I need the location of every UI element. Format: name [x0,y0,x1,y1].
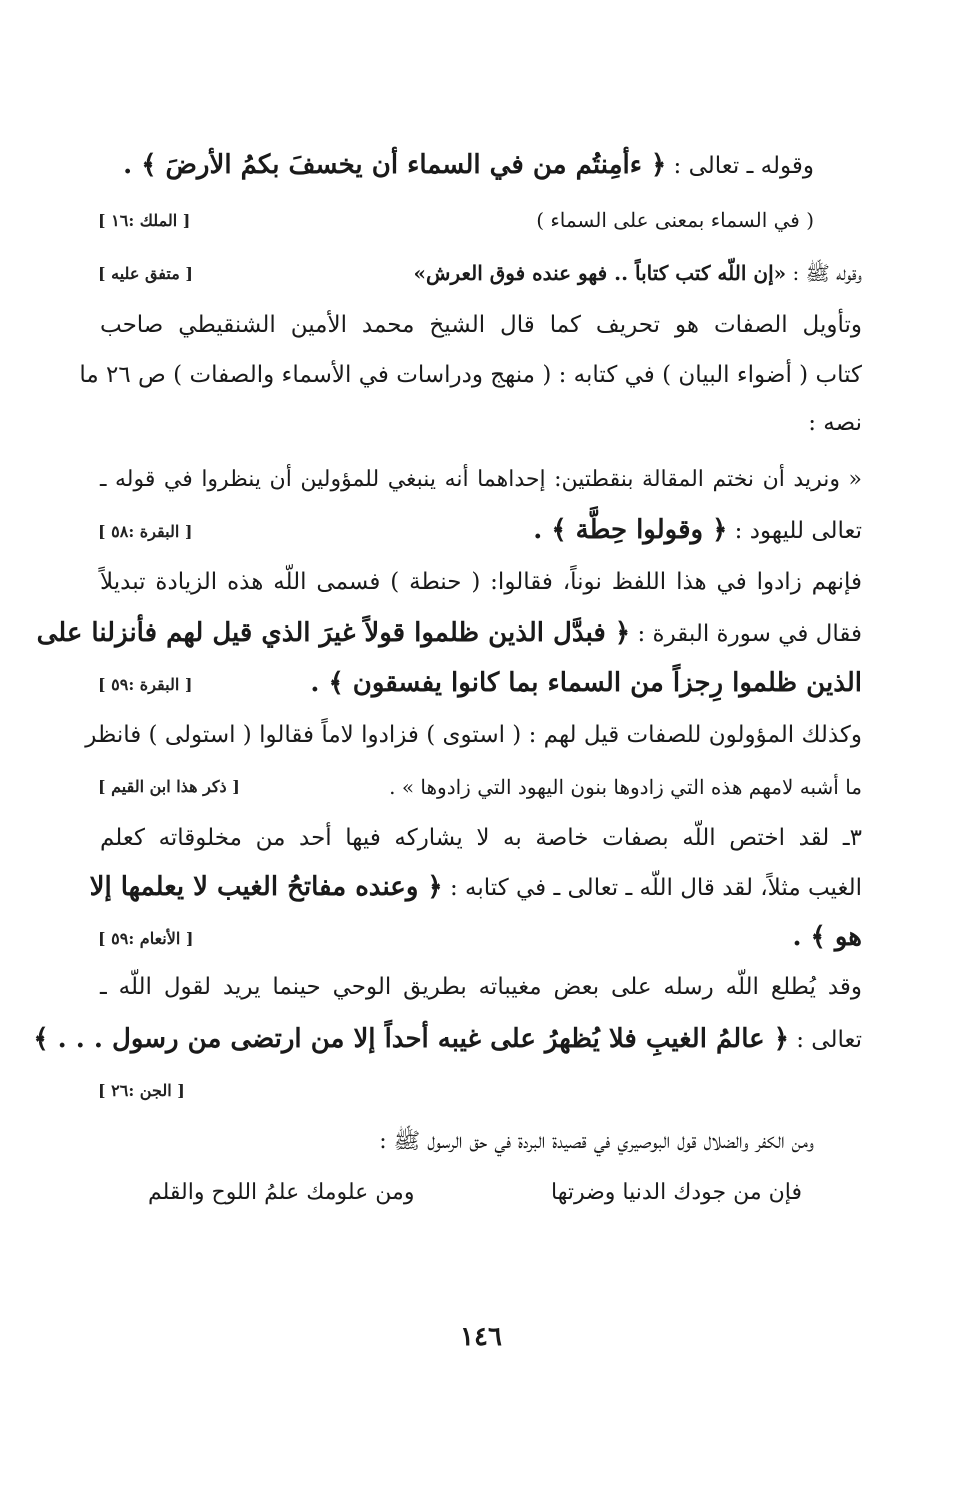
line-nassuh: نصه : [808,410,862,436]
line-hittah: تعالى لليهود : ﴿ وقولوا حِطَّة ﴾ . [533,515,862,545]
line-tawil: وتأويل الصفات هو تحريف كما قال الشيخ محمد الأمين الشنقيطي صاحب [100,312,862,338]
line-sama-meaning: ( في السماء بمعنى على السماء ) [536,208,814,232]
line-kitab: كتاب ( أضواء البيان ) في كتابه : ( منهج ودراسات في الأسماء والصفات ) ص ٢٦ ما [79,362,862,388]
ref-mulk: [ الملك :١٦ ] [98,211,191,230]
line-mulk-verse: وقوله ـ تعالى : ﴿ ءأمِنتُم من في السماء أن يخسفَ بكمُ الأرضَ ﴾ . [123,150,814,180]
line-hintah: فإنهم زادوا في هذا اللفظ نوناً، فقالوا: ( حنطة ) فسمى اللّه هذه الزيادة تبديلاً [100,569,862,595]
line-yutli: وقد يُطلع اللّه رسله على بعض مغيباته بطريق الوحي حينما يريد لقول اللّه ـ [100,974,862,1000]
ref-jinn: [ الجن :٢٦ ] [98,1081,185,1100]
line-istawa: وكذلك المؤولون للصفات قيل لهم : ( استوى ) فزادوا لاماً فقالوا ( استولى ) فانظر [85,722,862,748]
line-busiri: ومن الكفر والضلال قول البوصيري في قصيدة البردة في حق الرسول ﷺ : [379,1129,814,1154]
line-rijzan: الذين ظلموا رِجزاً من السماء بما كانوا يفسقون ﴾ . [310,668,862,698]
line-alim-alghayb: تعالى : ﴿ عالمُ الغيبِ فلا يُظهرُ على غيبه أحداً إلا من ارتضى من رسول . . . ﴾ [33,1024,862,1054]
page-number: ١٤٦ [460,1322,502,1352]
ref-muttafaq: [ متفق عليه ] [98,264,193,283]
line-hadith: وقوله ﷺ : «إن اللّه كتب كتاباً .. فهو عنده فوق العرش» [413,261,862,285]
line-ghayb: الغيب مثلاً، لقد قال اللّه ـ تعالى ـ في كتابه : ﴿ وعنده مفاتحُ الغيب لا يعلمها إلا [89,872,862,902]
line-quote-start: « ونريد أن نختم المقالة بنقطتين: إحداهما أنه ينبغي للمؤولين أن ينظروا في قوله ـ [100,467,862,492]
verse-second-hemistich: ومن علومك علمُ اللوح والقلم [148,1180,415,1205]
line-baddala: فقال في سورة البقرة : ﴿ فبدَّل الذين ظلموا قولاً غيرَ الذي قيل لهم فأنزلنا على [36,618,862,648]
ref-ibn-qayyim: [ ذكر هذا ابن القيم ] [98,777,240,796]
ref-baqara-58: [ البقرة :٥٨ ] [98,522,193,541]
ref-anam: [ الأنعام :٥٩ ] [98,929,194,948]
line-huwa: هو ﴾ . [792,922,862,952]
line-ikhtassa: ٣ـ لقد اختص اللّه بصفات خاصة به لا يشاركه فيها أحد من مخلوقاته كعلم [100,825,862,851]
verse-first-hemistich: فإن من جودك الدنيا وضرتها [550,1180,802,1205]
ref-baqara-59: [ البقرة :٥٩ ] [98,675,193,694]
line-lamuhum: ما أشبه لامهم هذه التي زادوها بنون اليهود التي زادوها » . [389,775,862,799]
